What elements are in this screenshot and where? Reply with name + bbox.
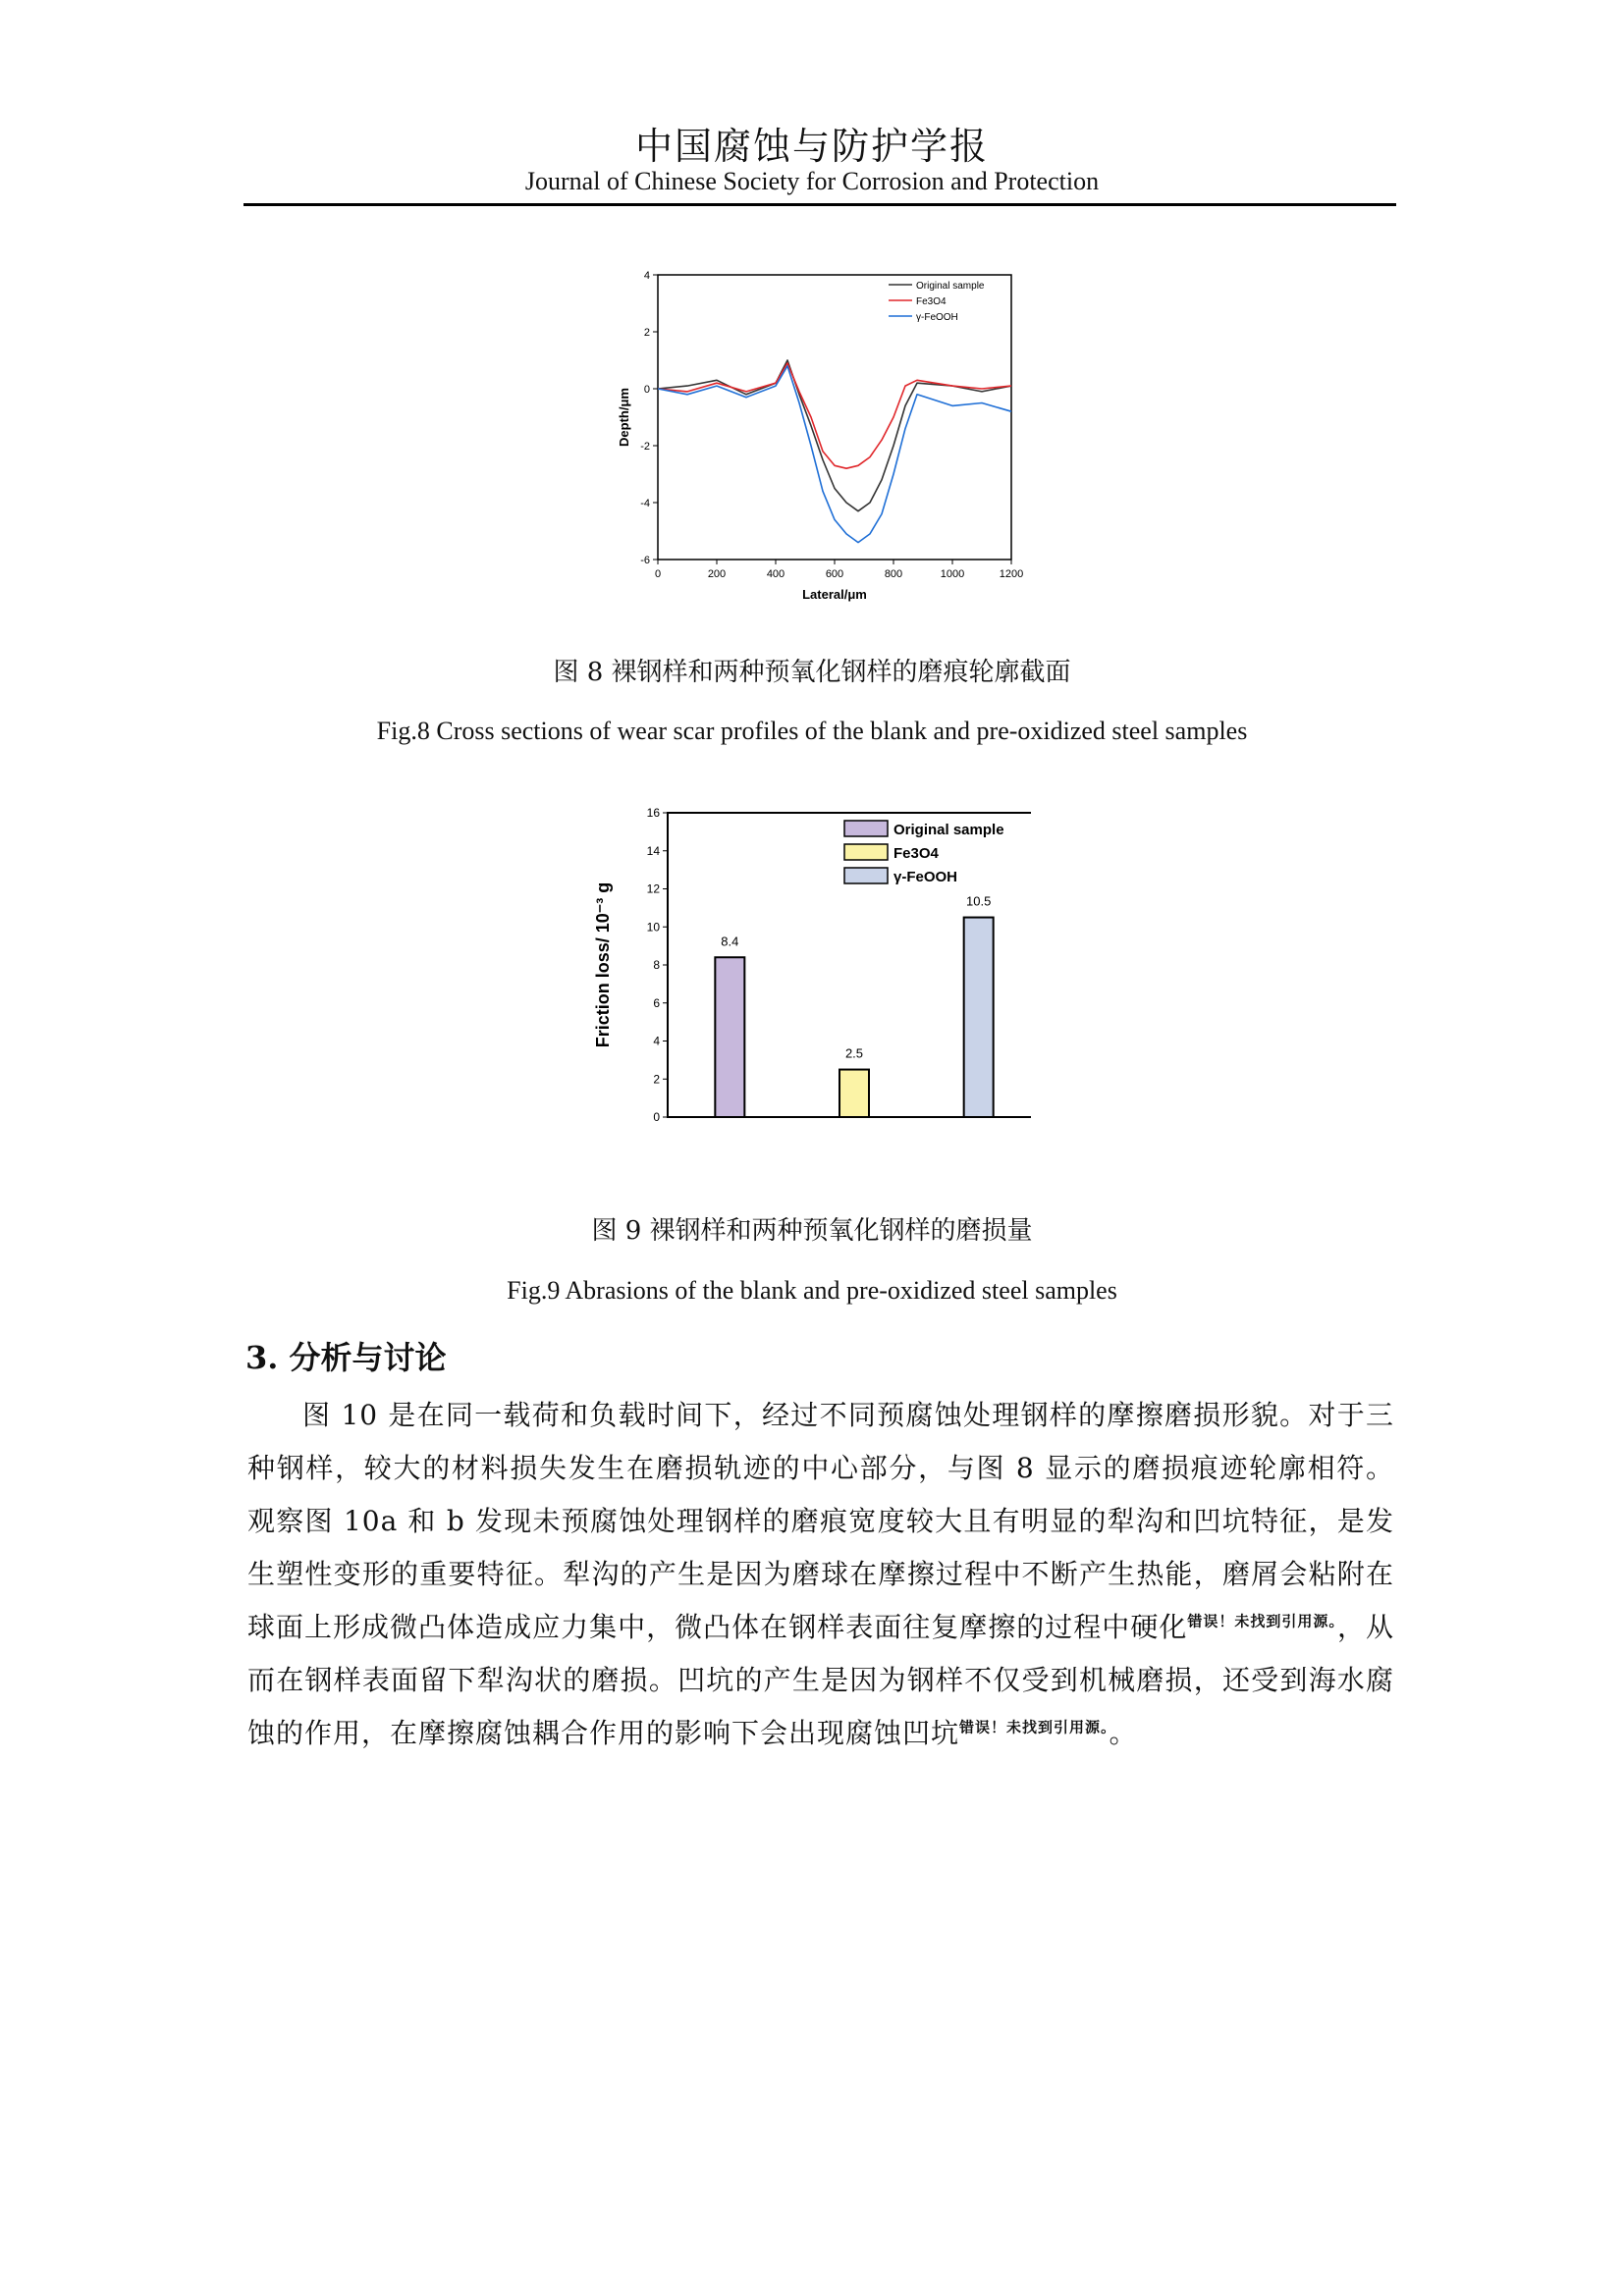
x-tick-label: 600: [825, 568, 844, 580]
section-heading: 3. 分析与讨论: [245, 1339, 447, 1376]
legend-swatch: [844, 821, 888, 836]
header-divider: [244, 203, 1396, 206]
figure9-caption-en: Fig.9 Abrasions of the blank and pre-oxidized steel samples: [507, 1276, 1117, 1305]
y-tick-label: 2: [653, 1072, 660, 1087]
reference-error-2: 错误！未找到引用源。: [959, 1718, 1110, 1736]
legend-swatch: [844, 844, 888, 860]
figure8-caption-cn: 图 8 裸钢样和两种预氧化钢样的磨痕轮廓截面: [553, 658, 1071, 687]
y-tick-label: 8: [653, 958, 660, 972]
x-tick-label: 1200: [999, 568, 1024, 580]
journal-title-en: Journal of Chinese Society for Corrosion and Protection: [524, 167, 1100, 195]
series-line-0: [658, 360, 1011, 511]
plot-frame: [658, 275, 1011, 560]
legend-swatch: [844, 868, 888, 883]
legend-label: γ-FeOOH: [893, 869, 958, 885]
bar-value-label: 2.5: [844, 1045, 864, 1061]
y-axis-label: Depth/μm: [617, 388, 631, 447]
bar-value-label: 8.4: [721, 934, 739, 949]
y-tick-label: 16: [646, 806, 660, 820]
y-tick-label: 14: [646, 843, 660, 858]
y-tick-label: 4: [653, 1034, 660, 1048]
y-tick-label: 4: [643, 270, 650, 282]
legend-label: γ-FeOOH: [916, 312, 958, 323]
figure9-bar-chart: [579, 803, 1031, 1137]
legend-label: Original sample: [916, 281, 985, 292]
series-line-2: [658, 366, 1011, 543]
bar-0: [715, 957, 744, 1117]
y-tick-label: 10: [646, 920, 660, 934]
y-tick-label: -6: [640, 555, 650, 566]
y-tick-label: 0: [653, 1110, 660, 1124]
body-paragraph: [247, 1389, 1394, 1760]
legend-label: Fe3O4: [893, 845, 939, 862]
y-tick-label: 6: [653, 995, 660, 1010]
paragraph-text-1: 图 10 是在同一载荷和负载时间下，经过不同预腐蚀处理钢样的摩擦磨损形貌。对于三种钢样，较大的材料损失发生在磨损轨迹的中心部分，与图 8 显示的磨损痕迹轮廓相符。观察图 10a 和 b 发现未预腐蚀处理钢样的磨痕宽度较大且有明显的犁沟和凹坑特征，是发生塑性变形的重要特征。犁沟的产生是因为磨球在摩擦过程中不断产生热能，磨屑会粘附在球面上形成微凸体造成应力集中，微凸体在钢样表面往复摩擦的过程中硬化: [247, 1399, 1394, 1643]
bar-2: [964, 918, 994, 1117]
x-tick-label: 400: [766, 568, 785, 580]
series-line-1: [658, 363, 1011, 468]
paragraph-text-2: ，从而在钢样表面留下犁沟状的磨损。凹坑的产生是因为钢样不仅受到机械磨损，还受到海水腐蚀的作用，在摩擦腐蚀耦合作用的影响下会出现腐蚀凹坑: [247, 1611, 1394, 1749]
y-tick-label: 0: [643, 384, 650, 396]
journal-title-cn: 中国腐蚀与防护学报: [634, 125, 989, 168]
y-tick-label: -4: [640, 498, 650, 509]
figure8-line-chart: [579, 260, 1031, 614]
x-tick-label: 800: [884, 568, 903, 580]
figure8-caption-en: Fig.8 Cross sections of wear scar profiles of the blank and pre-oxidized steel samples: [376, 717, 1248, 745]
paragraph-text-3: 。: [1109, 1717, 1138, 1749]
y-tick-label: 12: [646, 881, 660, 896]
reference-error-1: 错误！未找到引用源。: [1187, 1612, 1337, 1630]
figure9-caption-cn: 图 9 裸钢样和两种预氧化钢样的磨损量: [591, 1216, 1033, 1246]
legend-label: Fe3O4: [916, 296, 947, 307]
x-tick-label: 200: [707, 568, 727, 580]
x-tick-label: 0: [654, 568, 662, 580]
y-tick-label: -2: [640, 441, 650, 453]
y-tick-label: 2: [643, 327, 650, 339]
bar-value-label: 10.5: [966, 893, 992, 909]
x-axis-label: Lateral/μm: [802, 587, 867, 602]
legend-label: Original sample: [893, 822, 1004, 838]
bar-1: [839, 1070, 869, 1117]
x-tick-label: 1000: [940, 568, 965, 580]
y-axis-label: Friction loss/ 10⁻³ g: [593, 881, 613, 1048]
